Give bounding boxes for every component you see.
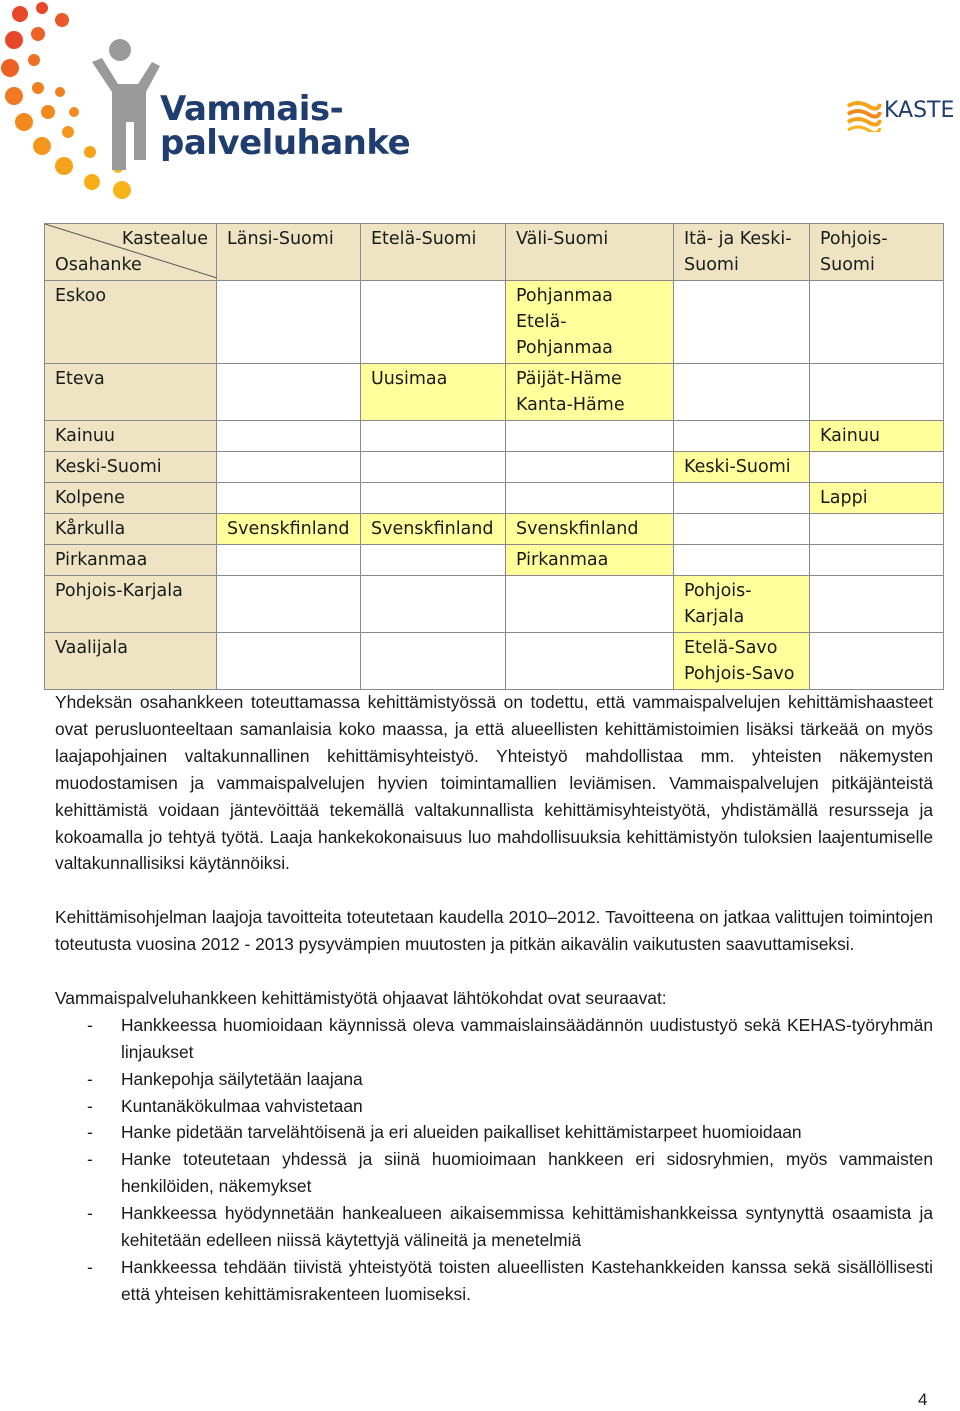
corner-label-osahanke: Osahanke (55, 255, 142, 275)
list-item-text: Kuntanäkökulmaa vahvistetaan (121, 1095, 363, 1116)
principles-list (55, 1012, 933, 1308)
kaste-wave-icon (846, 98, 882, 132)
region-cell (810, 364, 944, 421)
list-item (55, 1254, 933, 1308)
paragraph-lead: Vammaispalveluhankkeen kehittämistyötä ohjaavat lähtökohdat ovat seuraavat: (55, 987, 667, 1008)
column-header: Itä- ja Keski-Suomi (674, 224, 810, 281)
paragraph-intro: Yhdeksän osahankkeen toteuttamassa kehittämistyössä on todettu, että vammaispalvelujen kehittämishaasteet ovat perusluonteeltaan samanlaisia koko maassa, ja että alueellisten kehittämistoimien lisäksi tärkeää on myös laajapohjainen valtakunnallinen kehittämisyhteistyö. Yhteistyö mahdollistaa mm. yhteisten näkemysten muodostamisen ja vammaispalvelujen hyvien toimintamallien leviämisen. Vammaispalvelujen pitkäjänteistä kehittämistä voidaan jäntevöittää tekemällä valtakunnallista kehittämisyhteistyötä, yhdistämällä resursseja ja kokoamalla jo tehtyä työtä. Laaja hankekokonaisuus luo mahdollisuuksia kehittämistyön tuloksien laajentumiselle valtakunnallisiksi käytännöiksi. (55, 692, 933, 874)
row-subproject-name: Kainuu (45, 421, 217, 452)
table-corner-cell (45, 224, 217, 281)
region-cell (361, 576, 506, 633)
list-dash: - (87, 1014, 93, 1035)
kaste-wordmark: KASTE (884, 98, 955, 123)
region-cell: Uusimaa (361, 364, 506, 421)
list-item (55, 1066, 933, 1093)
table-row (45, 364, 944, 421)
row-subproject-name: Kolpene (45, 483, 217, 514)
region-cell (217, 452, 361, 483)
table-row (45, 452, 944, 483)
region-cell (674, 281, 810, 364)
list-dash: - (87, 1068, 93, 1089)
region-cell (506, 452, 674, 483)
table-row (45, 545, 944, 576)
region-cell (506, 421, 674, 452)
table-header-row (45, 224, 944, 281)
region-cell (217, 545, 361, 576)
list-item (55, 1093, 933, 1120)
table-row (45, 421, 944, 452)
table-row (45, 281, 944, 364)
vammaispalveluhanke-logo (0, 0, 420, 205)
region-cell (506, 633, 674, 690)
region-cell (810, 281, 944, 364)
region-cell (217, 281, 361, 364)
logo-line-1: Vammais- (160, 89, 344, 129)
row-subproject-name: Pohjois-Karjala (45, 576, 217, 633)
region-cell (361, 545, 506, 576)
region-cell (674, 545, 810, 576)
list-item (55, 1200, 933, 1254)
list-item-text: Hanke pidetään tarvelähtöisenä ja eri alueiden paikalliset kehittämistarpeet huomioidaan (121, 1122, 802, 1143)
region-cell (674, 364, 810, 421)
row-subproject-name: Kårkulla (45, 514, 217, 545)
list-item-text: Hankkeessa huomioidaan käynnissä oleva vammaislainsäädännön uudistustyö sekä KEHAS-työryhmän linjaukset (121, 1014, 933, 1062)
table-row (45, 514, 944, 545)
row-subproject-name: Keski-Suomi (45, 452, 217, 483)
region-cell (506, 483, 674, 514)
column-header: Pohjois-Suomi (810, 224, 944, 281)
paragraph-goals: Kehittämisohjelman laajoja tavoitteita toteutetaan kaudella 2010–2012. Tavoitteena on jatkaa valittujen toimintojen toteutusta vuosina 2012 - 2013 pysyvämpien muutosten ja pitkän aikavälin vaikutusten saavuttamiseksi. (55, 907, 933, 955)
region-cell (361, 633, 506, 690)
region-cell: Kainuu (810, 421, 944, 452)
region-cell (810, 576, 944, 633)
list-item-text: Hanke toteutetaan yhdessä ja siinä huomioimaan hankkeen eri sidosryhmien, myös vammaisten henkilöiden, näkemykset (121, 1149, 933, 1197)
region-cell: Svenskfinland (506, 514, 674, 545)
table-row (45, 576, 944, 633)
list-item (55, 1119, 933, 1146)
region-cell (217, 576, 361, 633)
row-subproject-name: Vaalijala (45, 633, 217, 690)
logo-wordmark (160, 89, 411, 163)
regions-table (44, 223, 944, 690)
region-cell (810, 545, 944, 576)
region-cell (217, 421, 361, 452)
region-cell (506, 576, 674, 633)
region-cell: Svenskfinland (361, 514, 506, 545)
logo-line-2: palveluhanke (160, 123, 411, 163)
region-cell (217, 633, 361, 690)
column-header: Etelä-Suomi (361, 224, 506, 281)
row-subproject-name: Eskoo (45, 281, 217, 364)
region-cell (810, 452, 944, 483)
region-cell (217, 364, 361, 421)
region-cell (361, 452, 506, 483)
region-cell: Pirkanmaa (506, 545, 674, 576)
table-row (45, 633, 944, 690)
column-header: Väli-Suomi (506, 224, 674, 281)
table-row (45, 483, 944, 514)
row-subproject-name: Pirkanmaa (45, 545, 217, 576)
list-dash: - (87, 1149, 93, 1170)
region-cell (361, 421, 506, 452)
region-cell: Lappi (810, 483, 944, 514)
list-dash: - (87, 1095, 93, 1116)
row-subproject-name: Eteva (45, 364, 217, 421)
region-cell (810, 633, 944, 690)
region-cell (674, 514, 810, 545)
region-cell: Pohjanmaa Etelä-Pohjanmaa (506, 281, 674, 364)
region-cell: Keski-Suomi (674, 452, 810, 483)
list-dash: - (87, 1203, 93, 1224)
region-cell (217, 483, 361, 514)
region-cell (361, 281, 506, 364)
region-cell: Etelä-Savo Pohjois-Savo (674, 633, 810, 690)
region-cell (674, 421, 810, 452)
column-header: Länsi-Suomi (217, 224, 361, 281)
list-dash: - (87, 1257, 93, 1277)
page-number: 4 (918, 1390, 928, 1409)
region-cell (361, 483, 506, 514)
region-cell: Pohjois-Karjala (674, 576, 810, 633)
region-cell (810, 514, 944, 545)
list-dash: - (87, 1122, 93, 1143)
body-text (55, 689, 933, 1308)
list-item-text: Hankkeessa tehdään tiivistä yhteistyötä toisten alueellisten Kastehankkeiden kanssa sekä sisällöllisesti että yhteisen kehittämisrakenteen luomiseksi. (121, 1257, 933, 1304)
region-cell (674, 483, 810, 514)
kaste-logo (846, 96, 960, 136)
region-cell: Svenskfinland (217, 514, 361, 545)
list-item (55, 1146, 933, 1200)
region-cell: Päijät-Häme Kanta-Häme (506, 364, 674, 421)
list-item (55, 1012, 933, 1066)
list-item-text: Hankkeessa hyödynnetään hankealueen aikaisemmissa kehittämishankkeissa syntynyttä osaamista ja kehitetään edelleen niissä käytettyjä välineitä ja menetelmiä (121, 1203, 933, 1251)
corner-label-kastealue: Kastealue (121, 229, 208, 249)
list-item-text: Hankepohja säilytetään laajana (121, 1068, 363, 1089)
